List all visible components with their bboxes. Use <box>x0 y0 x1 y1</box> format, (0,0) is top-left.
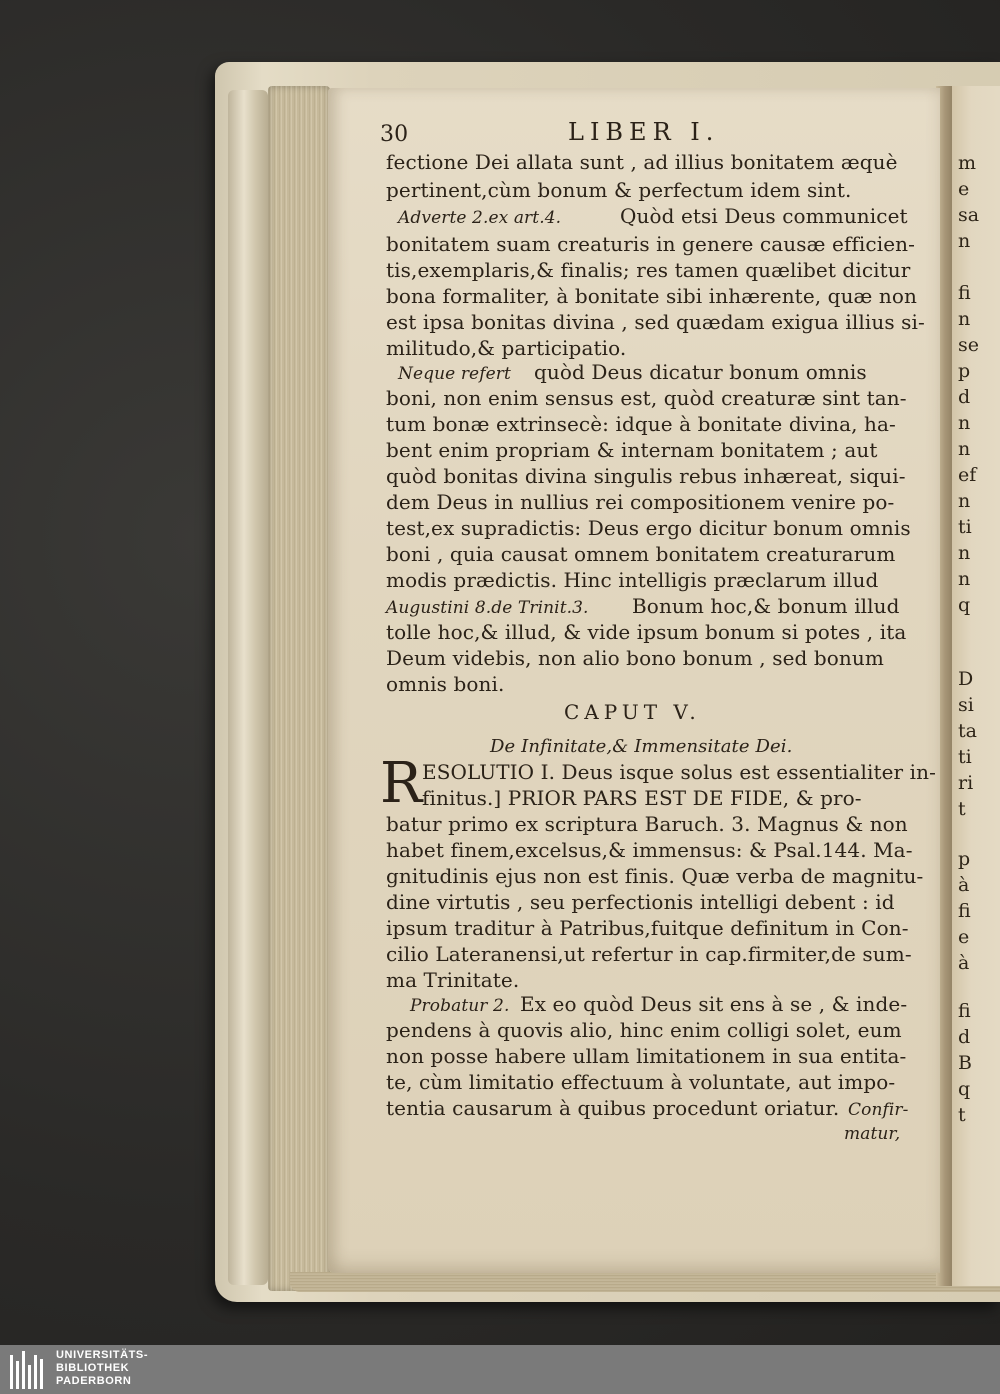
facing-page-fragment: sa <box>958 204 980 226</box>
facing-page-fragment: e <box>958 926 970 948</box>
facing-page <box>952 86 1000 1286</box>
text-line: boni, non enim sensus est, quòd creaturæ sint tan- <box>386 386 907 410</box>
margin-reference: Neque refert <box>398 364 511 384</box>
text-line: tum bonæ extrinsecè: idque à bonitate divina, ha- <box>386 412 896 436</box>
facing-page-fragment: fi <box>958 282 971 304</box>
margin-reference: Confir- <box>848 1100 909 1120</box>
facing-page-fragment: fi <box>958 1000 971 1022</box>
text-line: cilio Lateranensi,ut refertur in cap.firmiter,de sum- <box>386 942 912 966</box>
page-number: 30 <box>380 122 409 147</box>
text-line: finitus.] PRIOR PARS EST DE FIDE, & pro- <box>422 786 862 810</box>
facing-page-fragment: se <box>958 334 979 356</box>
library-name-line: PADERBORN <box>56 1375 132 1387</box>
facing-page-fragment: m <box>958 152 977 174</box>
facing-page-fragment: n <box>958 412 971 434</box>
text-line: tentia causarum à quibus procedunt oriatur. <box>386 1096 840 1120</box>
text-line: modis prædictis. Hinc intelligis præclarum illud <box>386 568 879 592</box>
text-line: tis,exemplaris,& finalis; res tamen quælibet dicitur <box>386 258 911 282</box>
facing-page-fragment: à <box>958 874 970 896</box>
facing-page-fragment: n <box>958 438 971 460</box>
facing-page-fragment: si <box>958 694 974 716</box>
text-line: omnis boni. <box>386 672 505 696</box>
book-page <box>328 88 940 1273</box>
facing-page-fragment: ti <box>958 516 972 538</box>
facing-page-fragment: n <box>958 230 971 252</box>
facing-page-fragment: ef <box>958 464 977 486</box>
page-edges <box>268 86 330 1291</box>
facing-page-fragment: D <box>958 668 974 690</box>
facing-page-fragment: t <box>958 798 966 820</box>
text-line: habet finem,excelsus,& immensus: & Psal.144. Ma- <box>386 838 913 862</box>
facing-page-fragment: p <box>958 360 971 382</box>
margin-reference: Probatur 2. <box>410 996 510 1016</box>
text-line: non posse habere ullam limitationem in sua entita- <box>386 1044 907 1068</box>
page-bottom-edges <box>290 1272 1000 1292</box>
facing-page-fragment: t <box>958 1104 966 1126</box>
chapter-heading: CAPUT V. <box>564 700 701 724</box>
text-line: ipsum traditur à Patribus,fuitque definitum in Con- <box>386 916 909 940</box>
text-line: bonitatem suam creaturis in genere causæ efficien- <box>386 232 915 256</box>
facing-page-fragment: d <box>958 386 971 408</box>
facing-page-fragment: ta <box>958 720 977 742</box>
library-logo-icon <box>8 1349 50 1391</box>
text-line: fectione Dei allata sunt , ad illius bonitatem æquè <box>386 150 898 174</box>
facing-page-fragment: à <box>958 952 970 974</box>
facing-page-fragment: fi <box>958 900 971 922</box>
text-line: Bonum hoc,& bonum illud <box>632 594 900 618</box>
running-head: LIBER I. <box>568 118 720 146</box>
facing-page-fragment: n <box>958 542 971 564</box>
text-line: quòd bonitas divina singulis rebus inhæreat, siqui- <box>386 464 906 488</box>
facing-page-fragment: d <box>958 1026 971 1048</box>
text-line: Quòd etsi Deus communicet <box>620 204 908 228</box>
text-line: boni , quia causat omnem bonitatem creaturarum <box>386 542 896 566</box>
text-line: batur primo ex scriptura Baruch. 3. Magnus & non <box>386 812 908 836</box>
book-spine <box>228 90 268 1285</box>
margin-reference: Adverte 2.ex art.4. <box>398 208 562 228</box>
text-line: pertinent,cùm bonum & perfectum idem sint. <box>386 178 852 202</box>
facing-page-fragment: e <box>958 178 970 200</box>
margin-reference: Augustini 8.de Trinit.3. <box>386 598 589 618</box>
catchword: matur, <box>844 1124 901 1144</box>
text-line: pendens à quovis alio, hinc enim colligi solet, eum <box>386 1018 902 1042</box>
text-line: te, cùm limitatio effectuum à voluntate, aut impo- <box>386 1070 896 1094</box>
drop-cap: R <box>380 751 423 816</box>
facing-page-fragment: ri <box>958 772 974 794</box>
text-line: dine virtutis , seu perfectionis intelligi debent : id <box>386 890 895 914</box>
text-line: bona formaliter, à bonitate sibi inhærente, quæ non <box>386 284 918 308</box>
text-line: dem Deus in nullius rei compositionem venire po- <box>386 490 895 514</box>
text-line: militudo,& participatio. <box>386 336 627 360</box>
chapter-subtitle: De Infinitate,& Immensitate Dei. <box>490 736 793 757</box>
facing-page-fragment: n <box>958 490 971 512</box>
library-name-line: BIBLIOTHEK <box>56 1362 130 1374</box>
facing-page-fragment: B <box>958 1052 972 1074</box>
text-line: tolle hoc,& illud, & vide ipsum bonum si potes , ita <box>386 620 907 644</box>
library-name-line: UNIVERSITÄTS- <box>56 1349 149 1361</box>
text-line: quòd Deus dicatur bonum omnis <box>534 360 867 384</box>
text-line: gnitudinis ejus non est finis. Quæ verba de magnitu- <box>386 864 924 888</box>
facing-page-fragment: n <box>958 308 971 330</box>
text-line: ESOLUTIO I. Deus isque solus est essentialiter in- <box>422 760 937 784</box>
text-line: ma Trinitate. <box>386 968 520 992</box>
facing-page-fragment: ti <box>958 746 972 768</box>
library-footer <box>0 1345 1000 1394</box>
text-line: Deum videbis, non alio bono bonum , sed bonum <box>386 646 884 670</box>
text-line: Ex eo quòd Deus sit ens à se , & inde- <box>520 992 908 1016</box>
facing-page-fragment: p <box>958 848 971 870</box>
facing-page-fragment: q <box>958 594 971 616</box>
facing-page-fragment: q <box>958 1078 971 1100</box>
facing-page-fragment: n <box>958 568 971 590</box>
text-line: est ipsa bonitas divina , sed quædam exigua illius si- <box>386 310 925 334</box>
text-line: bent enim propriam & internam bonitatem ; aut <box>386 438 878 462</box>
text-line: test,ex supradictis: Deus ergo dicitur bonum omnis <box>386 516 911 540</box>
